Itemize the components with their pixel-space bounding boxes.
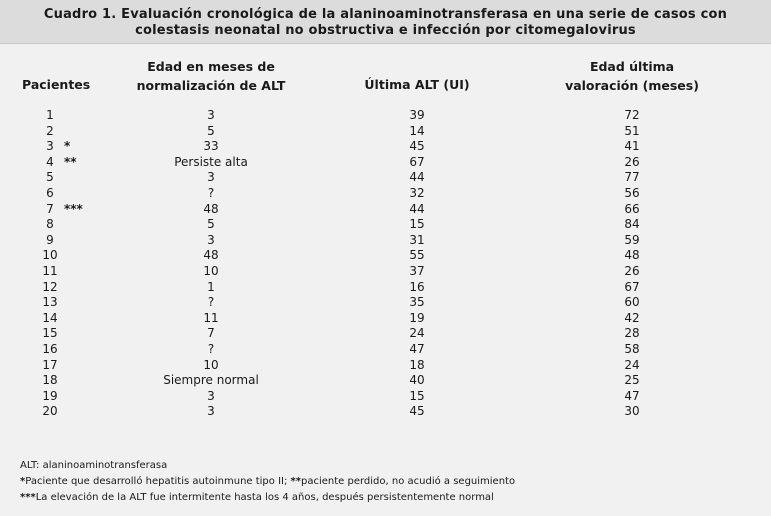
cell-edad-valoracion: 41	[624, 139, 640, 154]
cell-edad-valoracion: 72	[624, 108, 640, 122]
table-row	[0, 139, 771, 155]
cell-paciente: 7	[46, 201, 54, 216]
cell-edad-valoracion: 66	[624, 201, 640, 216]
cell-ultima-alt: 18	[409, 357, 425, 372]
cell-edad-valoracion: 42	[624, 310, 640, 325]
table-row	[0, 155, 771, 171]
cell-paciente: 18	[42, 373, 58, 388]
cell-edad-normalizacion: 3	[207, 388, 215, 403]
table-row	[0, 233, 771, 249]
table-row	[0, 170, 771, 186]
header-edad-line-2: normalización de ALT	[136, 78, 286, 93]
cell-paciente: 13	[42, 295, 58, 310]
cell-edad-normalizacion: 7	[207, 326, 215, 341]
header-ultima-alt: Última ALT (UI)	[364, 77, 470, 92]
table-row	[0, 280, 771, 296]
footnote-1-text: Paciente que desarrolló hepatitis autoinmune tipo II;	[25, 476, 291, 487]
cell-ultima-alt: 35	[409, 295, 425, 310]
cell-edad-valoracion: 25	[624, 373, 640, 388]
cell-paciente: 4	[46, 154, 54, 169]
header-edad-valoracion	[558, 57, 706, 95]
cell-edad-valoracion: 26	[624, 263, 640, 278]
footnote-abbrev: ALT: alaninoaminotransferasa	[20, 460, 168, 471]
table-body	[0, 108, 771, 420]
cell-edad-valoracion: 56	[624, 185, 640, 200]
cell-ultima-alt: 32	[409, 185, 425, 200]
table-row	[0, 342, 771, 358]
title-line-2: colestasis neonatal no obstructiva e infección por citomegalovirus	[135, 23, 636, 38]
cell-edad-normalizacion: ?	[207, 185, 215, 200]
cell-ultima-alt: 67	[409, 154, 425, 169]
cell-paciente: 6	[46, 185, 54, 200]
cell-edad-normalizacion: Siempre normal	[163, 373, 259, 388]
cell-edad-valoracion: 24	[624, 357, 640, 372]
cell-ultima-alt: 40	[409, 373, 425, 388]
cell-ultima-alt: 15	[409, 217, 425, 232]
footnote-3-text: La elevación de la ALT fue intermitente hasta los 4 años, después persistentemente normal	[35, 492, 494, 503]
cell-edad-normalizacion: 10	[203, 263, 219, 278]
cell-edad-valoracion: 28	[624, 326, 640, 341]
table-row	[0, 108, 771, 124]
table-row	[0, 124, 771, 140]
cell-paciente: 20	[42, 404, 58, 419]
cell-edad-valoracion: 26	[624, 154, 640, 169]
table-footnotes	[20, 458, 515, 506]
cell-edad-valoracion: 51	[624, 123, 640, 138]
cell-paciente: 17	[42, 357, 58, 372]
table-row	[0, 217, 771, 233]
cell-paciente: 11	[42, 263, 58, 278]
cell-edad-valoracion: 58	[624, 341, 640, 356]
cell-ultima-alt: 39	[409, 108, 425, 122]
footnote-2-text: paciente perdido, no acudió a seguimiento	[301, 476, 516, 487]
header-edad-line-1: Edad en meses de	[147, 59, 275, 74]
table-title	[0, 0, 771, 44]
title-line-1: Cuadro 1. Evaluación cronológica de la alaninoaminotransferasa en una serie de casos con	[43, 7, 728, 22]
cell-ultima-alt: 15	[409, 388, 425, 403]
cell-edad-valoracion: 60	[624, 295, 640, 310]
table-row	[0, 358, 771, 374]
header-edad-normalizacion	[120, 57, 302, 95]
cell-paciente: 19	[42, 388, 58, 403]
cell-edad-normalizacion: 5	[207, 123, 215, 138]
cell-ultima-alt: 55	[409, 248, 425, 263]
cell-footnote-mark: ***	[64, 201, 83, 216]
table-row	[0, 264, 771, 280]
table-row	[0, 248, 771, 264]
footnote-1-mark: *	[20, 476, 26, 487]
cell-ultima-alt: 47	[409, 341, 425, 356]
table-row	[0, 373, 771, 389]
cell-ultima-alt: 19	[409, 310, 425, 325]
cell-edad-normalizacion: 3	[207, 232, 215, 247]
cell-footnote-mark: *	[64, 139, 71, 154]
table-row	[0, 311, 771, 327]
table-row	[0, 186, 771, 202]
cell-paciente: 2	[46, 123, 54, 138]
cell-ultima-alt: 16	[409, 279, 425, 294]
cell-paciente: 16	[42, 341, 58, 356]
cell-edad-valoracion: 48	[624, 248, 640, 263]
cell-ultima-alt: 14	[409, 123, 425, 138]
cell-ultima-alt: 24	[409, 326, 425, 341]
cell-paciente: 14	[42, 310, 58, 325]
cell-edad-normalizacion: 48	[203, 201, 219, 216]
header-pacientes: Pacientes	[22, 77, 91, 92]
cell-edad-valoracion: 84	[624, 217, 640, 232]
cell-paciente: 3	[46, 139, 54, 154]
cell-ultima-alt: 31	[409, 232, 425, 247]
cell-edad-valoracion: 47	[624, 388, 640, 403]
header-valoracion-line-2: valoración (meses)	[565, 78, 699, 93]
footnote-1-2	[20, 474, 515, 490]
table-row	[0, 389, 771, 405]
cell-paciente: 9	[46, 232, 54, 247]
cell-ultima-alt: 44	[409, 201, 425, 216]
cell-edad-normalizacion: ?	[207, 295, 215, 310]
cell-edad-normalizacion: 3	[207, 170, 215, 185]
cell-ultima-alt: 45	[409, 139, 425, 154]
cell-edad-normalizacion: 5	[207, 217, 215, 232]
cell-ultima-alt: 45	[409, 404, 425, 419]
cell-footnote-mark: **	[64, 154, 77, 169]
cell-paciente: 10	[42, 248, 58, 263]
cell-paciente: 15	[42, 326, 58, 341]
header-valoracion-line-1: Edad última	[589, 59, 675, 74]
cell-edad-valoracion: 59	[624, 232, 640, 247]
cell-edad-normalizacion: ?	[207, 341, 215, 356]
footnote-3	[20, 490, 515, 506]
cell-edad-normalizacion: 3	[207, 404, 215, 419]
cell-ultima-alt: 37	[409, 263, 425, 278]
footnote-3-mark: ***	[20, 492, 36, 503]
cell-ultima-alt: 44	[409, 170, 425, 185]
footnote-2-mark: **	[290, 476, 301, 487]
table-row	[0, 326, 771, 342]
cell-edad-valoracion: 67	[624, 279, 640, 294]
cell-edad-normalizacion: 48	[203, 248, 219, 263]
table-row	[0, 295, 771, 311]
cell-edad-normalizacion: 1	[207, 279, 215, 294]
cell-paciente: 1	[46, 108, 54, 122]
cell-paciente: 8	[46, 217, 54, 232]
cell-edad-normalizacion: 33	[203, 139, 219, 154]
table-row	[0, 404, 771, 420]
table-row	[0, 202, 771, 218]
cell-paciente: 12	[42, 279, 58, 294]
cell-edad-valoracion: 77	[624, 170, 640, 185]
cell-edad-normalizacion: 11	[203, 310, 219, 325]
cell-edad-valoracion: 30	[624, 404, 640, 419]
cell-edad-normalizacion: 10	[203, 357, 219, 372]
cell-edad-normalizacion: 3	[207, 108, 215, 122]
cell-edad-normalizacion: Persiste alta	[174, 154, 248, 169]
cell-paciente: 5	[46, 170, 54, 185]
